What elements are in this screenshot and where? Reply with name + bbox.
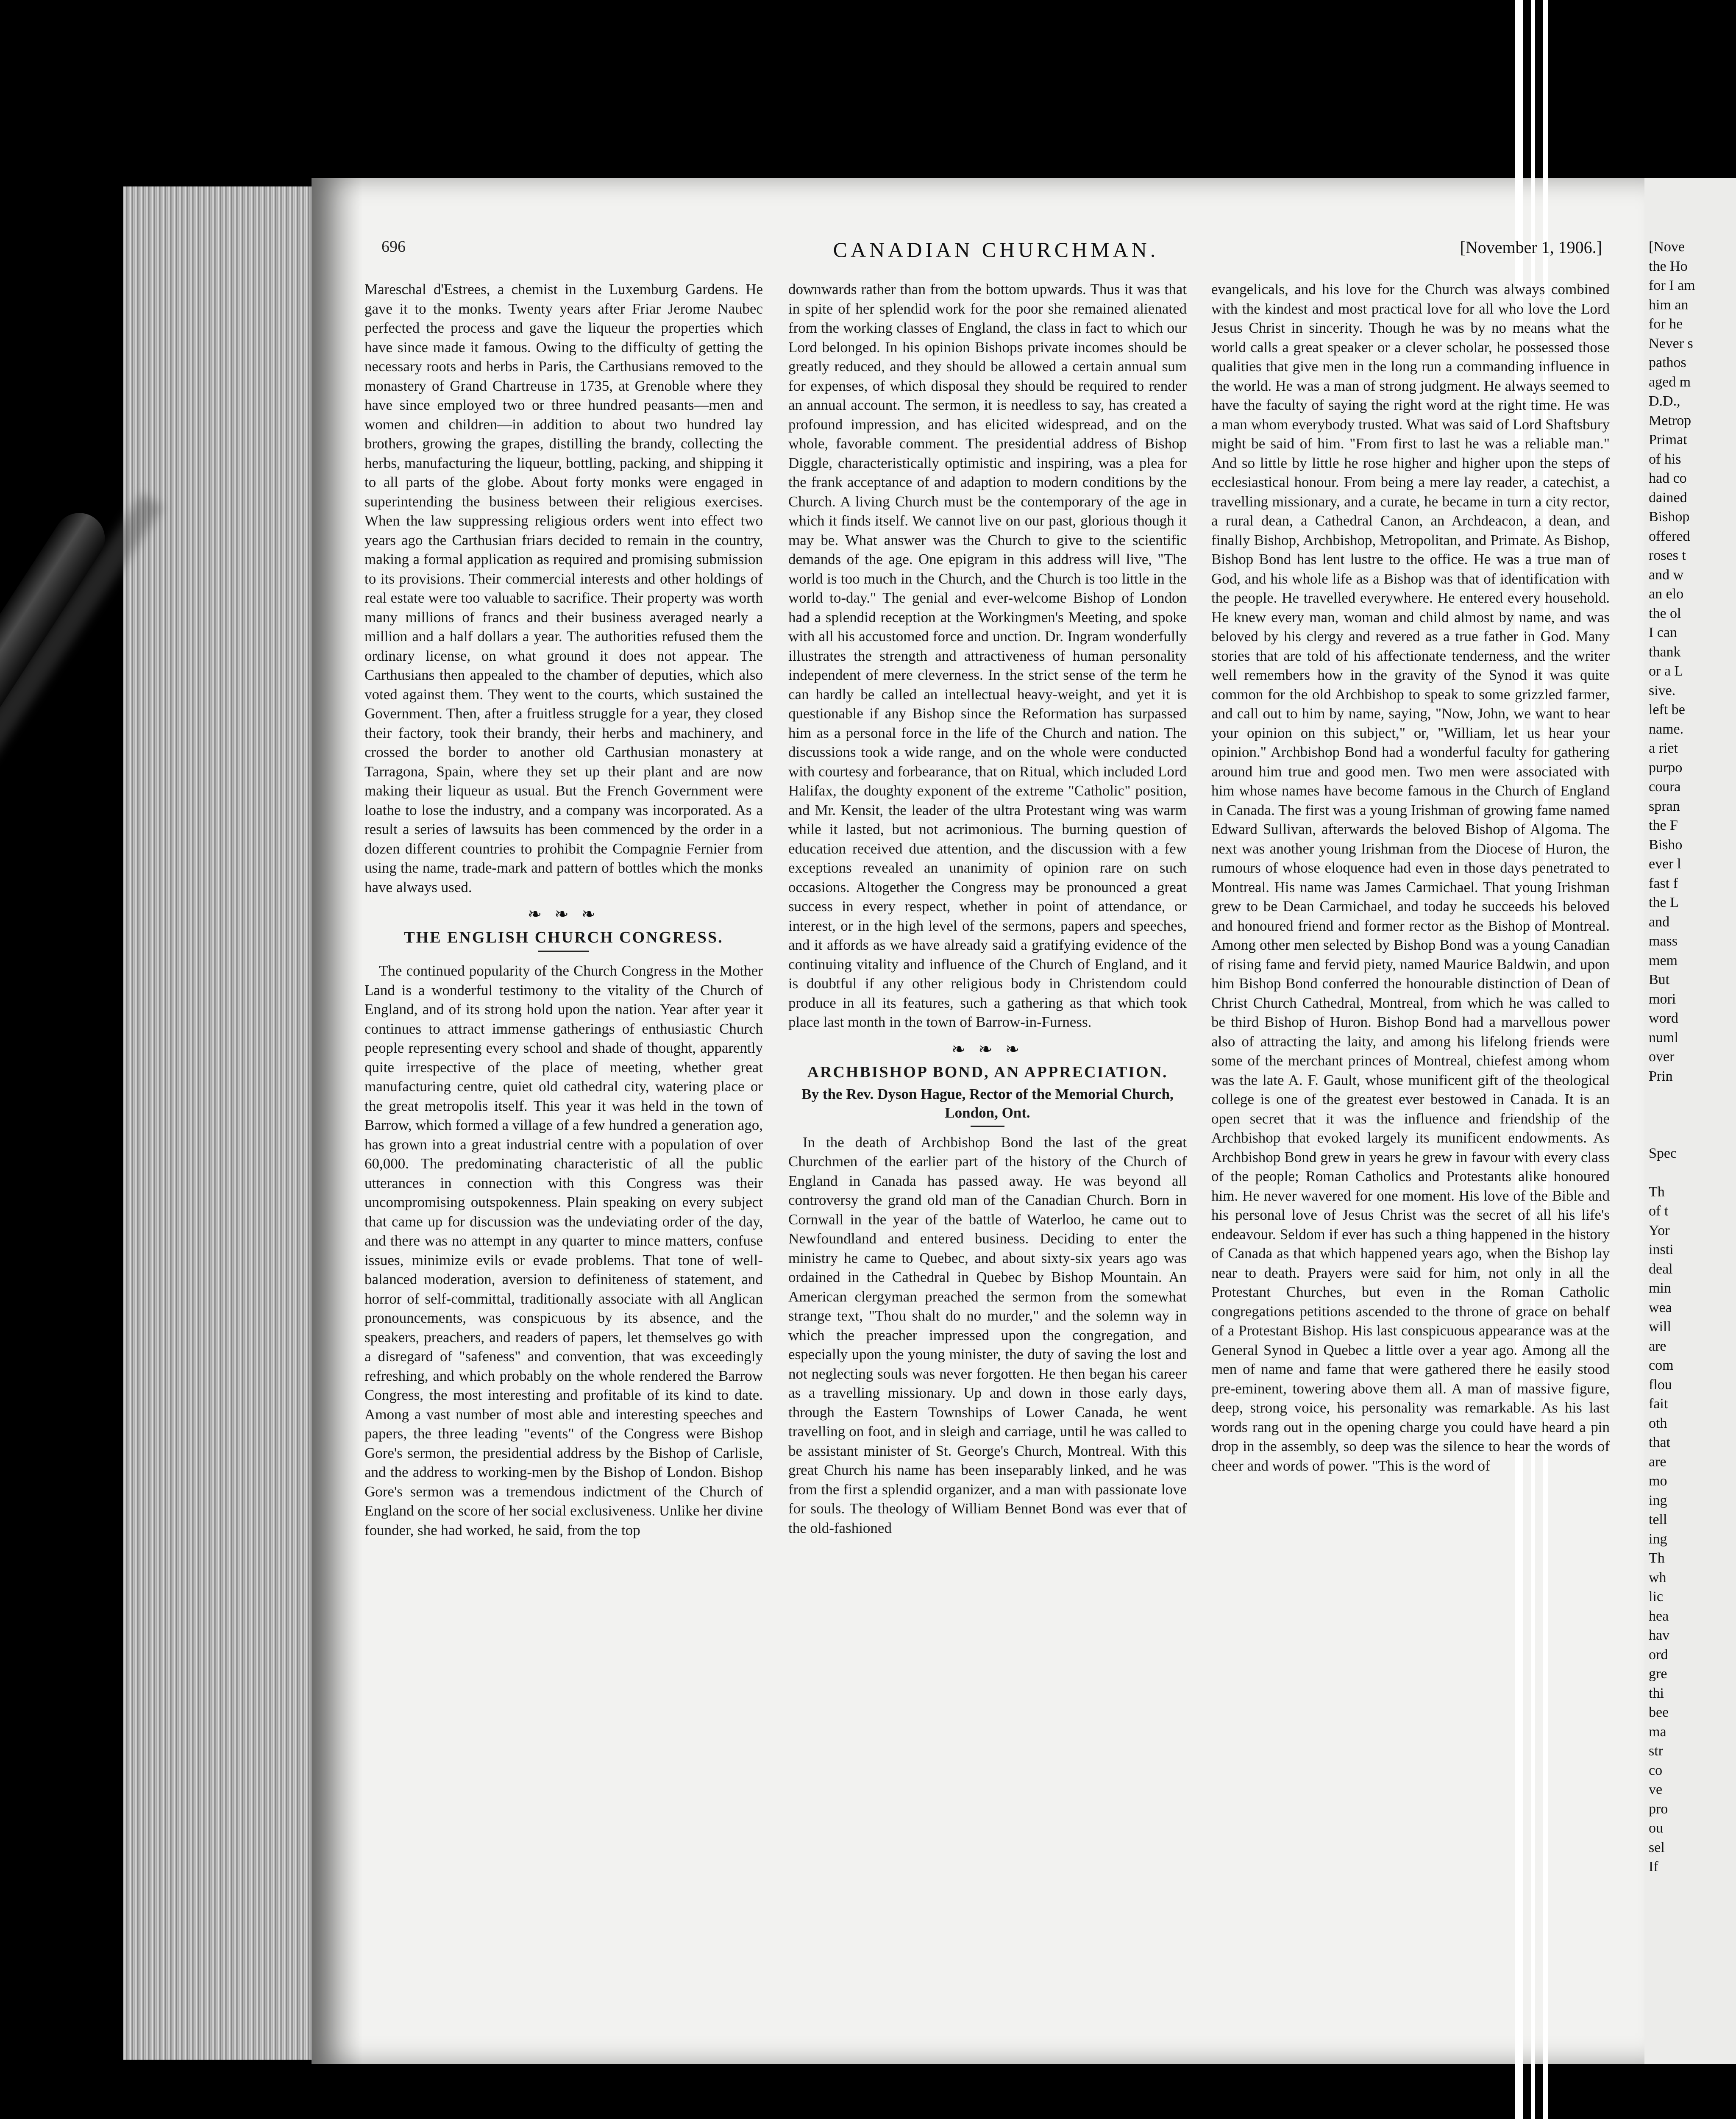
adjacent-page-line: numl [1649,1029,1678,1046]
adjacent-page-line: and [1649,914,1670,930]
adjacent-page-line: thi [1649,1685,1664,1701]
issue-date: [November 1, 1906.] [1460,238,1602,257]
adjacent-page-line [1644,1124,1736,1144]
book-page-edges [123,186,322,2060]
adjacent-page-line: of his [1649,451,1681,467]
article-paragraph-continued: downwards rather than from the bottom upwards. Thus it was that in spite of her splendid work for the poor she remained alienated from the working classes of England, the class in fact to which our Lord belonged. In his opinion Bishops private incomes should be greatly reduced, and they should be allowed a certain annual sum for expenses, of which disposal they should be required to render an annual account. The sermon, it is needless to say, has created a profound impression, and has elicited widespread, and on the whole, favorable comment. The presidential address of Bishop Diggle, characteristically optimistic and inspiring, was a plea for the frank acceptance of and adaption to modern conditions by the Church. A living Church must be the contemporary of the age in which it finds itself. We cannot live on our past, glorious though it may be. What answer was the Church to give to the scientific demands of the age. One epigram in this address will live, "The world is too much in the Church, and the Church is too little in the world to-day." The genial and ever-welcome Bishop of London had a splendid reception at the Workingmen's Meeting, and spoke with all his accustomed force and unction. Dr. Ingram wonderfully illustrates the strength and attractiveness of human personality independent of mere cleverness. In the strict sense of the term he can hardly be called an intellectual heavy-weight, and yet it is questionable if any Bishop since the Reformation has surpassed him as a personal force in the life of the Church and nation. The discussions took a wide range, and on the whole were conducted with courtesy and forbearance, that on Ritual, which included Lord Halifax, the doughty exponent of the extreme "Catholic" position, and Mr. Kensit, the leader of the ultra Protestant wing was warm while it lasted, but not acrimonious. The burning question of education received due attention, and the discussion with a few exceptions revealed an unanimity of opinion rare on such occasions. Altogether the Congress may be pronounced a great success in every respect, whether in point of attendance, or interest, or in the high level of the sermons, papers and speeches, and it affords as we have already said a gratifying evidence of the continuing vitality and influence of the Church of England, and it is doubtful if any other religious body in Christendom could produce in all its features, such a gathering as that which took place last month in the town of Barrow-in-Furness. [788,281,1187,1030]
adjacent-page-line: for I am [1649,278,1695,293]
adjacent-page-line: If [1649,1859,1658,1874]
adjacent-page-line: a riet [1649,740,1678,756]
adjacent-page-line: ing [1649,1531,1667,1547]
adjacent-page-line: or a L [1649,663,1683,679]
adjacent-page-line: Yor [1649,1222,1670,1238]
adjacent-page-line: bee [1649,1705,1669,1720]
adjacent-page-line: name. [1649,721,1684,737]
title-rule [538,951,589,952]
adjacent-page-line: for he [1649,316,1683,332]
adjacent-page-line: are [1649,1454,1666,1470]
adjacent-page-line: wh [1649,1569,1666,1585]
adjacent-page-line: ve [1649,1782,1663,1797]
adjacent-page-line: Bisho [1649,837,1683,853]
adjacent-page-line: Th [1649,1550,1665,1566]
adjacent-page-line: flou [1649,1377,1672,1393]
adjacent-page-line: the Ho [1649,258,1688,274]
adjacent-page-line: D.D., [1649,393,1680,409]
adjacent-page-line [1644,1105,1736,1125]
adjacent-page-fragment [1644,178,1736,2064]
adjacent-page-line: mem [1649,952,1678,968]
adjacent-page-line: oth [1649,1415,1667,1431]
section-ornament: ❧ ❧ ❧ [951,1039,1024,1059]
adjacent-page-line: ou [1649,1820,1663,1836]
adjacent-page-line: that [1649,1435,1670,1450]
adjacent-page-line: mo [1649,1473,1667,1489]
section-ornament: ❧ ❧ ❧ [527,904,600,923]
adjacent-page-line: coura [1649,779,1681,795]
article-paragraph-continued: evangelicals, and his love for the Church was always combined with the kindest and most practical love for all who love the Lord Jesus Christ in sincerity. Though he was by no means what the world calls a great speaker or a clever scholar, he possessed those qualities that give men in the long run a commanding influence in the world. He was a man of strong judgment. He always seemed to have the faculty of saying the right word at the right time. He was a man whom everybody trusted. What was said of Lord Shaftsbury might be said of him. "From first to last he was a reliable man." And so little by little he rose higher and higher upon the steps of ecclesiastical honour. From being a mere lay reader, a catechist, a travelling missionary, and a curate, he became in turn a city rector, a rural dean, a Cathedral Canon, an Archdeacon, a dean, and finally Bishop, Archbishop, Metropolitan, and Primate. As Bishop, Bishop Bond has lent lustre to the office. He was a true man of God, and his whole life as a Bishop was that of identification with the people. He travelled everywhere. He entered every household. He knew every man, woman and child almost by name, and was beloved by his clergy and revered as a true father in God. Many stories that are told of his affectionate tenderness, and the writer well remembers how in the gravity of the Synod it was quite common for the old Archbishop to speak to some grizzled farmer, and call out to him by name, saying, "Now, John, we want to hear your opinion on this subject," or, "William, let us hear your opinion." Archbishop Bond had a wonderful faculty for gathering around him true and good men. Two men were associated with him whose names have become famous in the Church of England in Canada. The first was a young Irishman of growing fame named Edward Sullivan, afterwards the beloved Bishop of Algoma. The next was another young Irishman from the Diocese of Huron, the rumours of whose eloquence had even in those days penetrated to Montreal. His name was James Carmichael. That young Irishman grew to be Dean Carmichael, and today he succeeds his beloved and honoured friend and former rector as the Bishop of Montreal. Among other men selected by Bishop Bond was a young Canadian of rising fame and fervid piety, named Maurice Baldwin, and upon him Bishop Bond conferred the honourable distinction of Dean of Christ Church Cathedral, Montreal, from which he was called to be third Bishop of Huron. Bishop Bond had a marvellous power also of attracting the laity, and among his lifelong friends were some of the merchant princes of Montreal, chiefest among whom was the late A. F. Gault, whose munificent gift of the theological college is one of the greatest ever bestowed in Canada. It is an open secret that it was the influence and friendship of the Archbishop that evoked largely its munificent endowments. As Archbishop Bond grew in years he grew in favour with every class of the people; Roman Catholics and Protestants alike honoured him. He never wavered for one moment. His love of the Bible and his personal love of Jesus Christ was the secret of all his life's endeavour. Seldom if ever has such a thing happened in the history of Canada as that which happened years ago, when the Bishop lay near to death. Prayers were said for him, not only in all the Protestant Churches, but even in the Roman Catholic congregations petitions ascended to the throne of grace on behalf of a Protestant Bishop. His last conspicuous appearance was at the General Synod in Quebec a little over a year ago. Among all the men of name and fame that were gathered there he easily stood pre-eminent, towering above them all. A man of massive figure, deep, strong voice, his personality was remarkable. As his last words rang out in the opening charge you could have heard a pin drop in the assembly, so deep was the silence to hear the words of cheer and words of power. "This is the word of [1211,281,1610,1474]
adjacent-page-line: Prin [1649,1068,1673,1084]
publication-title: CANADIAN CHURCHMAN. [833,238,1159,261]
adjacent-page-line: roses t [1649,548,1686,563]
adjacent-page-line: com [1649,1357,1674,1373]
article-byline: By the Rev. Dyson Hague, Rector of the Memorial Church, London, Ont. [801,1085,1174,1121]
column-2 [788,280,1187,1538]
adjacent-page-line: him an [1649,297,1689,313]
adjacent-page-line: ing [1649,1492,1667,1508]
adjacent-page-line [1644,1086,1736,1105]
adjacent-page-line: fait [1649,1396,1668,1412]
adjacent-page-line: pro [1649,1801,1668,1817]
adjacent-page-line: ord [1649,1646,1668,1663]
adjacent-page-line: left be [1649,702,1685,717]
article-paragraph: In the death of Archbishop Bond the last of the great Churchmen of the earlier part of the history of the Church of England in Canada has passed away. He was beyond all controversy the grand old man of the Canadian Church. Born in Cornwall in the year of the battle of Waterloo, he came out to Newfoundland and entered business. Deciding to enter the ministry he came to Quebec, and about sixty-six years ago was ordained in the Cathedral in Quebec by Bishop Mountain. An American clergyman preached the sermon from the somewhat strange text, "Thou shalt do no murder," and the solemn way in which the preacher impressed upon the congregation, and especially upon the young minister, the duty of saving the lost and not neglecting souls was never forgotten. He then began his career as a travelling missionary. Up and down in those early days, through the Eastern Townships of Lower Canada, he went travelling on foot, and in sleigh and carriage, until he was called to be assistant minister of St. George's Church, Montreal. With this great Church his name has been inseparably linked, and he was from the first a splendid organizer, and a man with passionate love for souls. The theology of William Bennet Bond was ever that of the old-fashioned [788,1134,1187,1536]
adjacent-page-line: and w [1649,567,1684,583]
adjacent-page-line: I can [1649,625,1678,640]
adjacent-page-line: will [1649,1319,1671,1335]
adjacent-page-line: hav [1649,1627,1670,1643]
adjacent-page-line: fast f [1649,875,1678,891]
adjacent-page-line: [Nove [1649,239,1685,255]
adjacent-page-line: lic [1649,1589,1663,1605]
adjacent-page-line: insti [1649,1242,1674,1257]
adjacent-page-line: Bishop [1649,509,1690,525]
column-1 [364,280,763,1540]
adjacent-page-line: gre [1649,1666,1667,1682]
adjacent-page-line: the F [1649,818,1678,833]
adjacent-page-line: the L [1649,895,1679,910]
article-title: ARCHBISHOP BOND, AN APPRECIATION. [807,1063,1168,1081]
adjacent-page-line: deal [1649,1261,1673,1277]
adjacent-page-line: aged m [1649,374,1691,390]
adjacent-page-line: ma [1649,1724,1666,1740]
adjacent-page-line: Never s [1649,335,1693,351]
article-title: THE ENGLISH CHURCH CONGRESS. [404,928,723,946]
adjacent-page-line: word [1649,1010,1678,1026]
article-paragraph: Mareschal d'Estrees, a chemist in the Luxemburg Gardens. He gave it to the monks. Twenty years after Friar Jerome Naubec perfected the process and gave the liqueur the properties which have since made it famous. Owing to the difficulty of getting the necessary roots and herbs in Paris, the Carthusians removed to the monastery of Grand Chartreuse in 1735, at Grenoble where they have since employed two or three hundred peasants—men and women and children—in addition to about two hundred lay brothers, growing the grapes, distilling the brandy, collecting the herbs, manufacturing the liqueur, bottling, packing, and shipping it to all parts of the globe. About forty monks were engaged in superintending the business between their religious exercises. When the law suppressing religious orders went into effect two years ago the Carthusian friars decided to remain in the country, making a formal application as required and promising submission to its provisions. Their commercial interests and other holdings of real estate were too valuable to sacrifice. Their property was worth many millions of francs and their business averaged nearly a million and a half dollars a year. The authorities refused them the ordinary license, on what ground it does not appear. The Carthusians then appealed to the chamber of deputies, which also voted against them. They went to the courts, which sustained the Government. Then, after a fruitless struggle for a year, they closed their factory, took their brandy, their herbs and machinery, and crossed the border to another old Carthusian monastery at Tarragona, Spain, where they set up their plant and are now making their liqueur as usual. But the French Government were loathe to lose the industry, and a company was incorporated. As a result a series of lawsuits has been commenced by the order in a dozen different countries to prohibit the Compagnie Fernier from using the name, trade-mark and pattern of bottles which the monks have always used. [364,281,763,895]
adjacent-page-line: purpo [1649,759,1683,776]
page-gutter-shadow [312,178,362,2064]
page-header [381,237,1611,267]
adjacent-page-line: are [1649,1338,1666,1354]
adjacent-page-line: mori [1649,991,1676,1007]
adjacent-page-line: min [1649,1280,1671,1296]
adjacent-page-line: had co [1649,470,1687,486]
adjacent-page-line: the ol [1649,605,1681,621]
column-3 [1211,280,1610,1475]
adjacent-page-line: Primat [1649,432,1687,448]
article-paragraph: The continued popularity of the Church Congress in the Mother Land is a wonderful testimony to the vitality of the Church of England, and of its strong hold upon the nation. Year after year it continues to attract immense gatherings of enthusiastic Church people representing every school and shade of thought, apparently quite irrespective of the place of meeting, whether great manufacturing centre, quiet old cathedral city, watering place or the great metropolis itself. This year it was held in the town of Barrow, which formed a village of a few hundred a generation ago, has grown into a great industrial centre with a population of over 60,000. The predominating characteristic of all the public utterances in connection with this Congress was their uncompromising outspokenness. Plain speaking on every subject that came up for discussion was the undeviating order of the day, and there was no attempt in any quarter to mince matters, confuse issues, minimize evils or evade problems. That tone of well-balanced moderation, aversion to definiteness of statement, and horror of self-committal, traditionally associate with all Anglican pronouncements, was conspicuous by its absence, and the speakers, preachers, and readers of papers, let themselves go with a disregard of "safeness" and convention, that was exceedingly refreshing, and which probably on the whole rendered the Barrow Congress, the most interesting and profitable of its kind to date. Among a vast number of most able and interesting speeches and papers, the three leading "events" of the Congress were Bishop Gore's sermon, the presidential address by the Bishop of Carlisle, and the address to working-men by the Bishop of London. Bishop Gore's sermon was a tremendous indictment of the Church of England on the score of her social exclusiveness. Unlike her divine founder, she had worked, he said, from the top [364,962,763,1538]
adjacent-page-line: spran [1649,798,1680,814]
adjacent-page-line: co [1649,1762,1663,1778]
adjacent-page-line: over [1649,1049,1675,1065]
adjacent-page-line: thank [1649,644,1681,660]
adjacent-page-line: mass [1649,933,1678,949]
adjacent-page-line: of t [1649,1203,1669,1219]
adjacent-page-line: hea [1649,1608,1669,1624]
adjacent-page-line: Spec [1649,1145,1677,1161]
page-number: 696 [381,238,406,256]
adjacent-page-line: dained [1649,489,1687,506]
byline-rule [971,1126,1004,1127]
adjacent-page-line: sive. [1649,682,1676,698]
adjacent-page-line: ever l [1649,856,1681,872]
adjacent-page-line: But [1649,972,1670,987]
adjacent-page-line: an elo [1649,586,1684,602]
adjacent-page-line: sel [1649,1839,1665,1855]
adjacent-page-line [1644,1163,1736,1182]
adjacent-page-line: wea [1649,1299,1672,1315]
adjacent-page-line: Th [1649,1184,1665,1200]
adjacent-page-line: offered [1649,528,1690,544]
adjacent-page-lines [1644,178,1736,1877]
adjacent-page-line: str [1649,1743,1663,1759]
adjacent-page-line: pathos [1649,355,1686,370]
adjacent-page-line: Metrop [1649,412,1691,428]
adjacent-page-line: tell [1649,1512,1667,1527]
